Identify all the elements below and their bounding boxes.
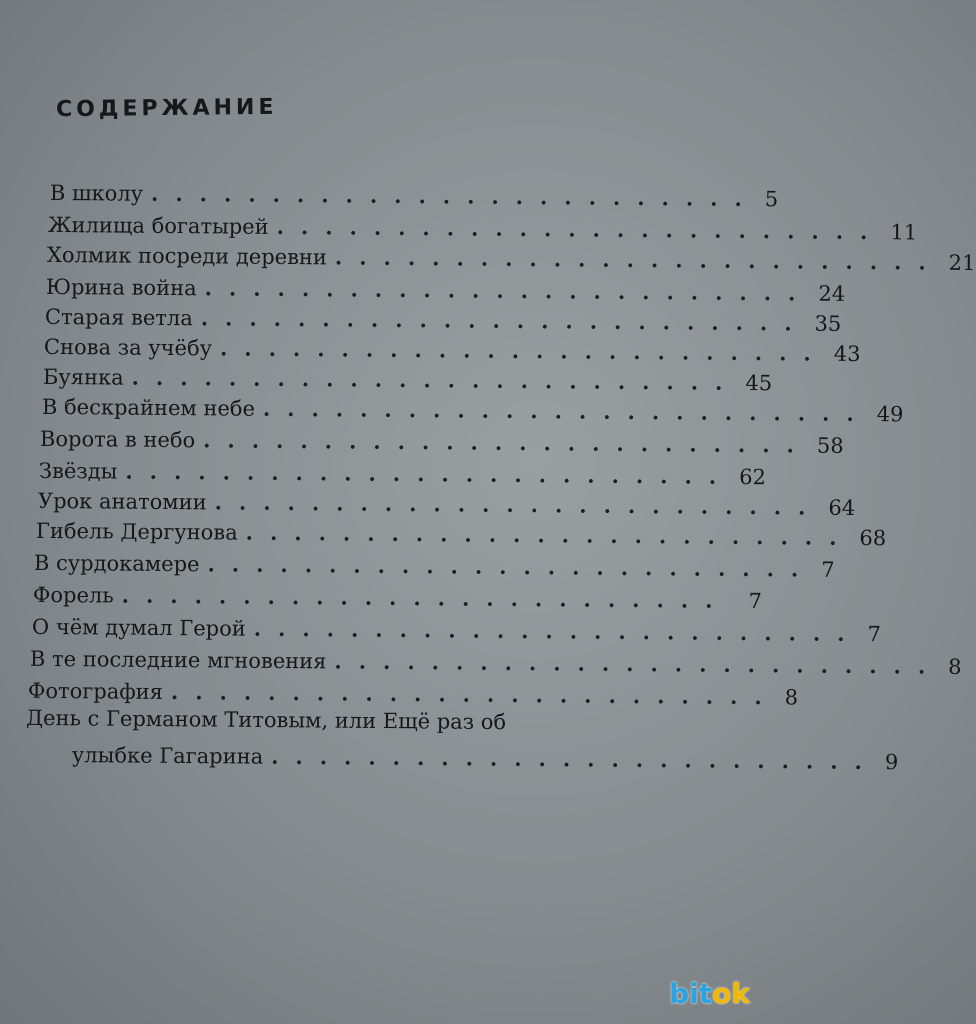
toc-entry	[39, 421, 844, 458]
toc-entry-page: 64	[828, 495, 856, 520]
toc-entry-title: Фотография	[27, 678, 164, 704]
watermark-text-accent: ok	[712, 977, 750, 1010]
toc-entry-page: 45	[745, 371, 773, 396]
toc-entry-title: Старая ветла	[44, 304, 193, 331]
watermark-logo	[669, 977, 750, 1010]
toc-entry	[33, 577, 762, 613]
watermark-text: bit	[669, 977, 713, 1010]
dot-leader: .........................	[200, 305, 809, 336]
toc-entry-title: В сурдокамере	[33, 550, 200, 577]
dot-leader: .........................	[219, 335, 828, 366]
page-title: СОДЕРЖАНИЕ	[55, 94, 278, 123]
dot-leader: .........................	[262, 395, 871, 427]
toc-entry-title: Юрина война	[45, 274, 197, 301]
toc-entry-page: 7	[748, 589, 763, 614]
toc-entry	[46, 237, 976, 275]
dot-leader: .........................	[170, 679, 779, 710]
dot-leader: .........................	[334, 648, 943, 679]
toc-entry	[49, 175, 779, 212]
toc-entry	[71, 737, 899, 775]
toc-entry-title: улыбке Гагарина	[71, 742, 264, 769]
toc-entry-page: 5	[764, 187, 779, 212]
toc-entry-title: В школу	[49, 180, 144, 206]
toc-entry-page: 7	[867, 622, 882, 647]
toc-entry-title: Буянка	[42, 364, 124, 390]
toc-entry-page: 58	[816, 433, 844, 458]
toc-entry-title: Снова за учёбу	[43, 334, 213, 361]
toc-entry	[35, 513, 887, 551]
toc-entry-page: 9	[884, 750, 899, 775]
dot-leader: .........................	[204, 275, 813, 306]
toc-entry	[31, 609, 882, 647]
toc-entry-page: 7	[821, 557, 835, 582]
toc-entry-page: 35	[814, 311, 842, 336]
toc-entry	[27, 673, 799, 710]
toc-entry-page: 43	[833, 341, 861, 367]
toc-entry-page: 68	[859, 526, 887, 551]
dot-leader: .........................	[203, 427, 812, 458]
toc-entry-title: Ворота в небо	[39, 426, 196, 453]
toc-entry-title: Холмик посреди деревни	[46, 242, 328, 270]
dot-leader: .........................	[245, 519, 854, 550]
dot-leader: .........................	[150, 180, 759, 212]
toc-entry-title: Урок анатомии	[37, 488, 207, 515]
toc-entry-title: Звёзды	[38, 458, 118, 484]
dot-leader: .........................	[271, 743, 880, 775]
toc-entry	[41, 389, 904, 427]
dot-leader: .........................	[253, 615, 862, 647]
toc-entry-page: 11	[890, 220, 918, 245]
dot-leader: .........................	[334, 244, 943, 275]
dot-leader: .........................	[125, 458, 734, 489]
toc-entry-title: Форель	[32, 582, 114, 608]
dot-leader: .........................	[131, 364, 740, 395]
toc-entry-title: О чём думал Герой	[31, 614, 246, 641]
dot-leader: .........................	[276, 213, 885, 245]
toc-entry	[29, 641, 962, 679]
toc-entry-page: 8	[784, 685, 799, 710]
toc-entry-page: 21	[948, 250, 976, 275]
dot-leader: .........................	[121, 582, 730, 613]
toc-entry-page: 24	[818, 281, 846, 306]
toc-entry-title: В бескрайнем небе	[41, 394, 256, 421]
dot-leader: .........................	[207, 551, 816, 582]
toc-entry-title-line1: День с Германом Титовым, или Ещё раз об	[25, 705, 507, 735]
toc-entry	[33, 545, 835, 582]
toc-entry-title: Жилища богатырей	[47, 212, 269, 239]
toc-entry-title: Гибель Дергунова	[35, 518, 238, 545]
toc-entry-page: 62	[739, 464, 767, 490]
toc-entry-page: 8	[948, 654, 962, 679]
toc-entry-page: 49	[876, 402, 904, 427]
toc-entry-title: В те последние мгновения	[29, 646, 327, 674]
dot-leader: .........................	[214, 489, 823, 520]
